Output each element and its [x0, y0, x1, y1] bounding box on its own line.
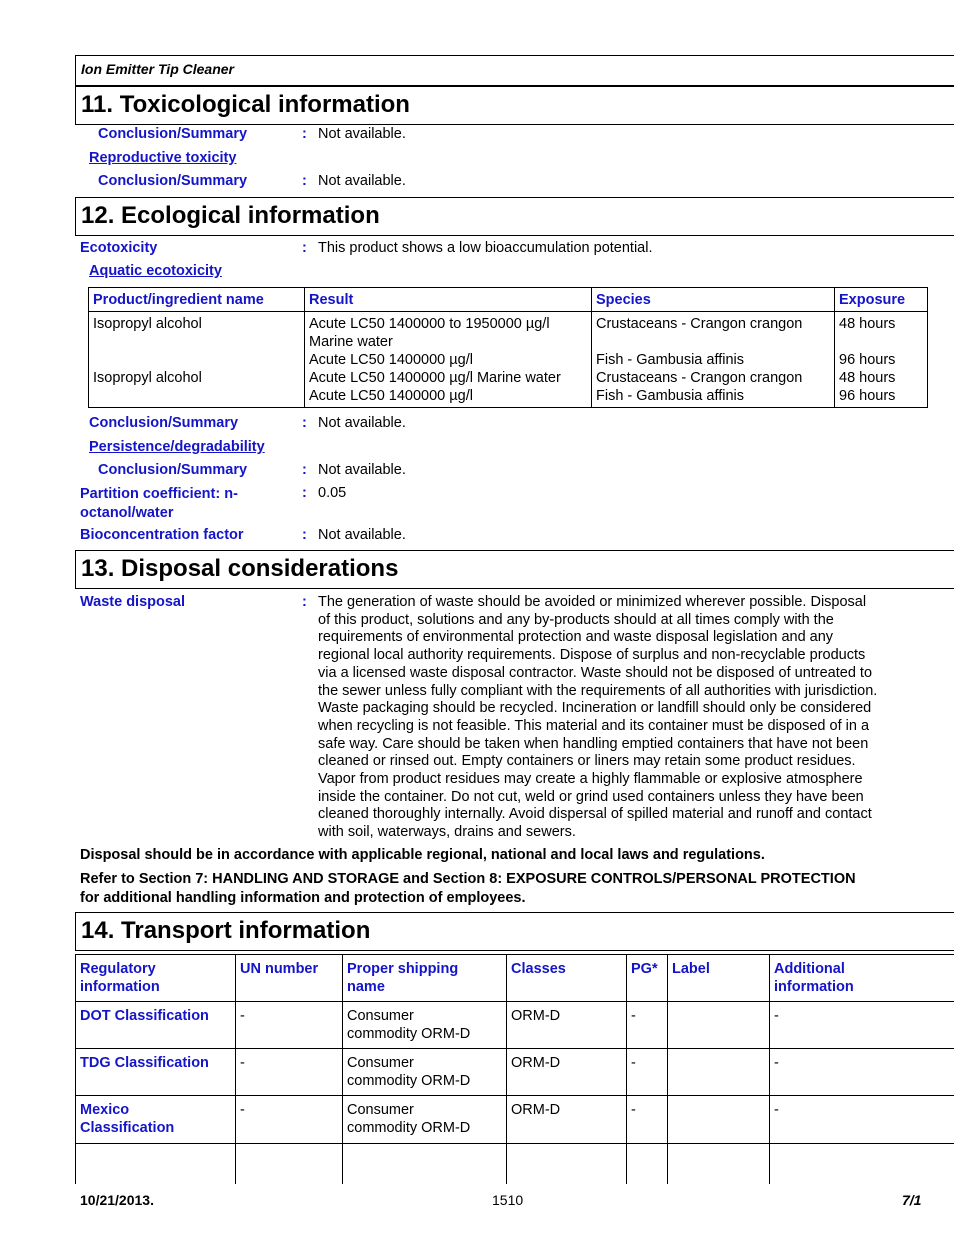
- cell-species: Crustaceans - Crangon crangon Fish - Gambusia affinis: [592, 369, 835, 408]
- cell-un: -: [236, 1049, 343, 1096]
- section-14-title: 14. Transport information: [81, 917, 371, 944]
- cell-label: [668, 1096, 770, 1144]
- colon: :: [302, 240, 307, 256]
- cell-name: Isopropyl alcohol: [89, 369, 305, 408]
- cell-regulatory: Mexico Classification: [76, 1096, 236, 1144]
- table-row: [89, 312, 928, 370]
- cell-additional: -: [770, 1096, 954, 1144]
- col-header-label: Label: [668, 955, 770, 1002]
- cell-pg: -: [627, 1049, 668, 1096]
- colon: :: [302, 415, 307, 431]
- aquatic-ecotoxicity-table: [88, 287, 928, 408]
- colon: :: [302, 462, 307, 478]
- disposal-note: Disposal should be in accordance with applicable regional, national and local laws and regulations.: [80, 847, 765, 863]
- s12-persist-conclusion-label: Conclusion/Summary: [98, 462, 248, 478]
- col-header-species: Species: [592, 288, 835, 312]
- section-12-heading: [75, 197, 954, 236]
- s11-conclusion-value: Not available.: [318, 126, 406, 142]
- s12-conclusion-value: Not available.: [318, 415, 406, 431]
- section-14-heading: [75, 912, 954, 951]
- s11-repro-conclusion-label: Conclusion/Summary: [98, 173, 248, 189]
- cell-un: -: [236, 1096, 343, 1144]
- cell-un: -: [236, 1002, 343, 1049]
- section-12-title: 12. Ecological information: [81, 202, 380, 229]
- partition-coefficient-value: 0.05: [318, 485, 347, 501]
- col-header-pg: PG*: [627, 955, 668, 1002]
- cell-additional: -: [770, 1049, 954, 1096]
- table-row: [76, 1049, 954, 1096]
- document-header: [75, 55, 954, 86]
- cell-classes: ORM-D: [507, 1049, 627, 1096]
- col-header-additional: Additional information: [770, 955, 954, 1002]
- table-row: [76, 1002, 954, 1049]
- colon: :: [302, 527, 307, 543]
- col-header-exposure: Exposure: [835, 288, 928, 312]
- footer-date: 10/21/2013.: [80, 1192, 154, 1208]
- s11-repro-conclusion-value: Not available.: [318, 173, 406, 189]
- col-header-name: Product/ingredient name: [89, 288, 305, 312]
- table-header-row: [89, 288, 928, 312]
- waste-disposal-label: Waste disposal: [80, 594, 186, 610]
- cell-regulatory: TDG Classification: [76, 1049, 236, 1096]
- aquatic-ecotoxicity-link[interactable]: Aquatic ecotoxicity: [89, 263, 222, 279]
- cell-psn: Consumer commodity ORM-D: [343, 1002, 507, 1049]
- cell-psn: Consumer commodity ORM-D: [343, 1096, 507, 1144]
- cell-label: [668, 1049, 770, 1096]
- col-header-regulatory: Regulatory information: [76, 955, 236, 1002]
- table-row: [89, 369, 928, 408]
- cell-pg: -: [627, 1096, 668, 1144]
- section-13-heading: [75, 550, 954, 589]
- table-header-row: [76, 955, 954, 1002]
- cell-pg: -: [627, 1002, 668, 1049]
- col-header-un-number: UN number: [236, 955, 343, 1002]
- cell-result: Acute LC50 1400000 to 1950000 µg/l Marine water Acute LC50 1400000 µg/l: [305, 312, 592, 370]
- product-name: Ion Emitter Tip Cleaner: [81, 61, 234, 77]
- cell-result: Acute LC50 1400000 µg/l Marine water Acute LC50 1400000 µg/l: [305, 369, 592, 408]
- s11-conclusion-label: Conclusion/Summary: [98, 126, 248, 142]
- ecotoxicity-value: This product shows a low bioaccumulation potential.: [318, 240, 653, 256]
- colon: :: [302, 173, 307, 189]
- persistence-degradability-link[interactable]: Persistence/degradability: [89, 439, 265, 455]
- transport-table: [75, 954, 954, 1184]
- cell-regulatory: DOT Classification: [76, 1002, 236, 1049]
- col-header-classes: Classes: [507, 955, 627, 1002]
- colon: :: [302, 485, 307, 501]
- cell-additional: -: [770, 1002, 954, 1049]
- section-11-title: 11. Toxicological information: [81, 91, 410, 118]
- s12-conclusion-label: Conclusion/Summary: [89, 415, 239, 431]
- colon: :: [302, 594, 307, 610]
- partition-coefficient-label: Partition coefficient: n- octanol/water: [80, 486, 238, 521]
- cell-classes: ORM-D: [507, 1096, 627, 1144]
- colon: :: [302, 126, 307, 142]
- col-header-proper-shipping: Proper shipping name: [343, 955, 507, 1002]
- cell-species: Crustaceans - Crangon crangon Fish - Gambusia affinis: [592, 312, 835, 370]
- section-11-heading: [75, 86, 954, 125]
- cell-classes: ORM-D: [507, 1002, 627, 1049]
- refer-note: Refer to Section 7: HANDLING AND STORAGE and Section 8: EXPOSURE CONTROLS/PERSONAL PROTECTION for additional handling information and protection of employees.: [80, 871, 856, 906]
- ecotoxicity-label: Ecotoxicity: [80, 240, 158, 256]
- bioconcentration-factor-value: Not available.: [318, 527, 406, 543]
- reproductive-toxicity-link[interactable]: Reproductive toxicity: [89, 150, 237, 166]
- cell-psn: Consumer commodity ORM-D: [343, 1049, 507, 1096]
- cell-exposure: 48 hours 96 hours: [835, 312, 928, 370]
- bioconcentration-factor-label: Bioconcentration factor: [80, 527, 244, 543]
- s12-persist-conclusion-value: Not available.: [318, 462, 406, 478]
- table-row-empty: [76, 1144, 954, 1184]
- section-13-title: 13. Disposal considerations: [81, 555, 399, 582]
- cell-name: Isopropyl alcohol: [89, 312, 305, 370]
- footer-code: 1510: [492, 1192, 524, 1208]
- col-header-result: Result: [305, 288, 592, 312]
- cell-label: [668, 1002, 770, 1049]
- footer-page-number: 7/1: [902, 1192, 922, 1208]
- cell-exposure: 48 hours 96 hours: [835, 369, 928, 408]
- waste-disposal-text: The generation of waste should be avoided or minimized wherever possible. Disposal of this product, solutions and any by-products should at all times comply with the requirements of environmental protection and waste disposal legislation and any regional local authority requirements. Dispose of surplus and non-recyclable products via a licensed waste disposal contractor. Waste should not be disposed of untreated to the sewer unless fully compliant with the requirements of all authorities with jurisdiction. Waste packaging should be recycled. Incineration or landfill should only be considered when recycling is not feasible. This material and its container must be disposed of in a safe way. Care should be taken when handling emptied containers that have not been cleaned or rinsed out. Empty containers or liners may retain some product residues. Vapor from product residues may create a highly flammable or explosive atmosphere inside the container. Do not cut, weld or grind used containers unless they have been cleaned thoroughly internally. Avoid dispersal of spilled material and runoff and contact with soil, waterways, drains and sewers.: [318, 594, 878, 841]
- table-row: [76, 1096, 954, 1144]
